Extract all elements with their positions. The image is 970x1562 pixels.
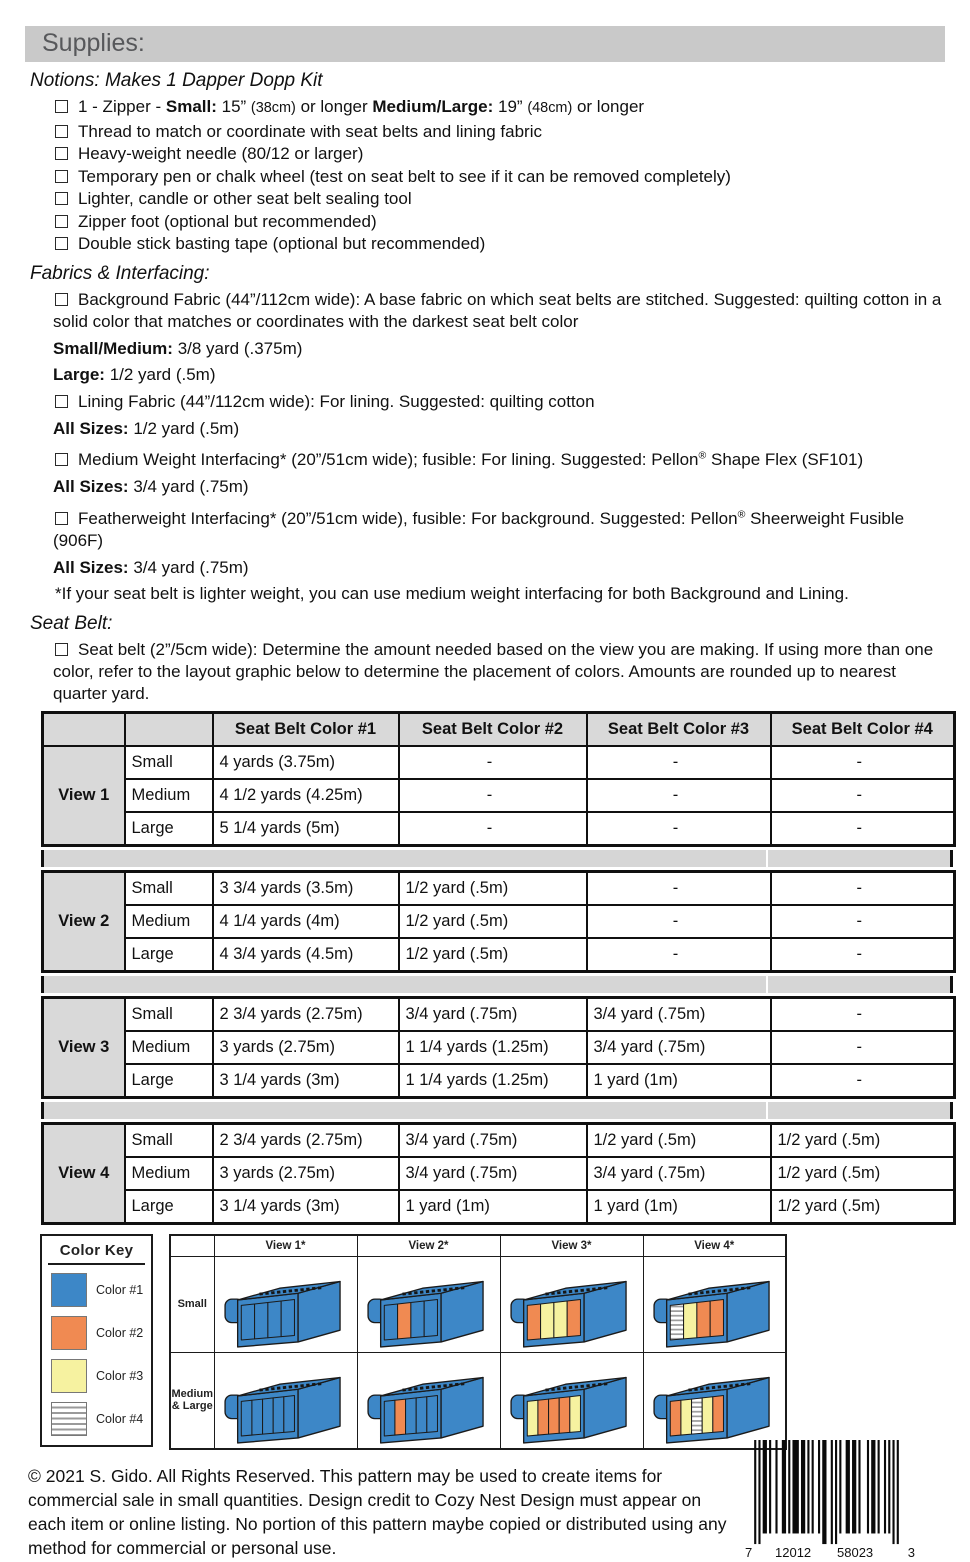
list-item — [53, 391, 945, 413]
checkbox-icon — [55, 237, 68, 250]
table-row: Large 3 1/4 yards (3m) 1 yard (1m) 1 yard (1m) 1/2 yard (.5m) — [43, 1190, 955, 1224]
list-item-text: 1 - Zipper - Small: 15” (38cm) or longer Medium/Large: 19” (48cm) or longer — [78, 97, 645, 116]
header-color3: Seat Belt Color #3 — [587, 712, 771, 746]
list-item-text: Medium Weight Interfacing* (20”/51cm wide); fusible: For lining. Suggested: Pellon® Shape Flex (SF101) — [78, 449, 864, 470]
footer — [28, 1464, 970, 1562]
layout-diagram-section — [40, 1234, 970, 1450]
list-item-text: Lining Fabric (44”/112cm wide): For lining. Suggested: quilting cotton — [78, 391, 595, 411]
color-key — [40, 1234, 153, 1447]
color1-swatch — [51, 1273, 87, 1307]
views-grid — [169, 1234, 787, 1450]
grid-header-view3: View 3* — [500, 1235, 643, 1257]
table-row: Large 3 1/4 yards (3m) 1 1/4 yards (1.25m) 1 yard (1m) - — [43, 1064, 955, 1098]
list-item-text: Seat belt (2”/5cm wide): Determine the amount needed based on the view you are making. If using more than one color, refer to the layout graphic below to determine the placement of colors. Amounts are rounded up to nearest quarter yard. — [53, 639, 934, 703]
list-item — [53, 211, 940, 233]
view-label: View 3 — [43, 997, 125, 1097]
view-label: View 2 — [43, 871, 125, 971]
table-row: Large 5 1/4 yards (5m) - - - — [43, 812, 955, 846]
list-item-text: Background Fabric (44”/112cm wide): A base fabric on which seat belts are stitched. Suggested: quilting cotton in a solid color that matches or coordinates with the darkest seat belt color — [53, 289, 942, 331]
grid-row-label-medium-large: Medium & Large — [170, 1352, 214, 1449]
list-item — [53, 233, 940, 255]
table-divider — [41, 1102, 953, 1119]
barcode-digit: 3 — [907, 1544, 915, 1560]
color-key-entry: Color #3 — [51, 1357, 151, 1395]
list-item — [53, 166, 940, 188]
list-item-text: Lighter, candle or other seat belt sealing tool — [78, 189, 412, 208]
bag-illustration-view3-small — [500, 1256, 643, 1352]
fabrics-heading: Fabrics & Interfacing: — [30, 262, 210, 284]
color-key-entry: Color #2 — [51, 1314, 151, 1352]
barcode-digit: 7 — [745, 1544, 753, 1560]
barcode — [745, 1440, 915, 1562]
list-item-text: Temporary pen or chalk wheel (test on seat belt to see if it can be removed completely) — [78, 166, 731, 186]
view1-table — [41, 711, 956, 847]
table-row: View 3 Small 2 3/4 yards (2.75m) 3/4 yard (.75m) 3/4 yard (.75m) - — [43, 997, 955, 1031]
list-item — [53, 188, 940, 210]
barcode-bars — [751, 1440, 909, 1546]
seatbelt-heading: Seat Belt: — [30, 612, 113, 634]
list-item — [53, 289, 945, 333]
bag-illustration-view1-ml — [214, 1352, 357, 1449]
grid-header-view4: View 4* — [643, 1235, 786, 1257]
page-title: Supplies: — [25, 26, 945, 62]
grid-row-label-small: Small — [170, 1256, 214, 1352]
list-item-text: Heavy-weight needle (80/12 or larger) — [78, 144, 364, 163]
copyright-text: © 2021 S. Gido. All Rights Reserved. This pattern may be used to create items for commercial sale in small quantities. Design credit to Cozy Nest Design must appear on each item or online listing. No portion of this pattern maybe copied or distributed using any method for commercial or personal use. — [28, 1465, 727, 1558]
checkbox-icon — [55, 643, 68, 656]
yardage-line: All Sizes: 1/2 yard (.5m) — [53, 418, 240, 438]
checkbox-icon — [55, 512, 68, 525]
bag-illustration-view2-ml — [357, 1352, 500, 1449]
table-row: View 4 Small 2 3/4 yards (2.75m) 3/4 yard (.75m) 1/2 yard (.5m) 1/2 yard (.5m) — [43, 1123, 955, 1157]
barcode-digits-group2: 58023 — [837, 1544, 874, 1560]
yardage-line: Large: 1/2 yard (.5m) — [53, 364, 216, 384]
view4-table — [41, 1122, 956, 1225]
bag-illustration-view3-ml — [500, 1352, 643, 1449]
list-item — [53, 639, 945, 705]
checkbox-icon — [55, 395, 68, 408]
table-row: View 1 Small 4 yards (3.75m) - - - — [43, 746, 955, 779]
pattern-page — [0, 26, 970, 1560]
color2-swatch — [51, 1316, 87, 1350]
checkbox-icon — [55, 215, 68, 228]
view2-table — [41, 870, 956, 973]
header-cell-blank — [125, 712, 213, 746]
grid-header-view2: View 2* — [357, 1235, 500, 1257]
checkbox-icon — [55, 293, 68, 306]
table-row: Medium 3 yards (2.75m) 3/4 yard (.75m) 3/4 yard (.75m) 1/2 yard (.5m) — [43, 1157, 955, 1190]
list-item — [53, 96, 940, 120]
table-row: Medium 3 yards (2.75m) 1 1/4 yards (1.25m) 3/4 yard (.75m) - — [43, 1031, 955, 1064]
color-key-entry: Color #1 — [51, 1271, 151, 1309]
bag-illustration-view4-ml — [643, 1352, 786, 1449]
header-color2: Seat Belt Color #2 — [399, 712, 587, 746]
list-item-text: Thread to match or coordinate with seat belts and lining fabric — [78, 121, 542, 141]
yardage-line: Small/Medium: 3/8 yard (.375m) — [53, 338, 303, 358]
grid-corner-blank — [170, 1235, 214, 1257]
table-row: Medium 4 1/2 yards (4.25m) - - - — [43, 779, 955, 812]
table-row: View 2 Small 3 3/4 yards (3.5m) 1/2 yard (.5m) - - — [43, 871, 955, 905]
list-item — [53, 143, 940, 165]
header-color4: Seat Belt Color #4 — [771, 712, 955, 746]
yardage-line: All Sizes: 3/4 yard (.75m) — [53, 557, 249, 577]
checkbox-icon — [55, 170, 68, 183]
view-label: View 1 — [43, 746, 125, 846]
color3-swatch — [51, 1359, 87, 1393]
checkbox-icon — [55, 125, 68, 138]
header-color1: Seat Belt Color #1 — [213, 712, 399, 746]
notions-heading: Notions: Makes 1 Dapper Dopp Kit — [30, 70, 323, 91]
checkbox-icon — [55, 453, 68, 466]
yardage-line: All Sizes: 3/4 yard (.75m) — [53, 477, 249, 497]
color4-swatch — [51, 1402, 87, 1436]
table-row: Large 4 3/4 yards (4.5m) 1/2 yard (.5m) - - — [43, 938, 955, 972]
table-divider — [41, 850, 953, 867]
list-item — [53, 503, 945, 552]
list-item-text: Featherweight Interfacing* (20”/51cm wide), fusible: For background. Suggested: Pellon® Sheerweight Fusible (906F) — [53, 508, 905, 550]
checkbox-icon — [55, 192, 68, 205]
list-item — [53, 121, 940, 143]
bag-illustration-view2-small — [357, 1256, 500, 1352]
barcode-digits-group1: 12012 — [775, 1544, 812, 1560]
header-cell-blank — [43, 712, 125, 746]
grid-header-view1: View 1* — [214, 1235, 357, 1257]
table-divider — [41, 976, 953, 993]
seat-belt-yardage-table — [41, 711, 953, 1225]
color-key-entry: Color #4 — [51, 1400, 151, 1438]
view-label: View 4 — [43, 1123, 125, 1223]
list-item-text: Zipper foot (optional but recommended) — [78, 211, 377, 231]
bag-illustration-view4-small — [643, 1256, 786, 1352]
table-row: Medium 4 1/4 yards (4m) 1/2 yard (.5m) - - — [43, 905, 955, 938]
list-item — [53, 445, 945, 472]
view3-table — [41, 996, 956, 1099]
list-item-text: Double stick basting tape (optional but recommended) — [78, 234, 486, 253]
checkbox-icon — [55, 147, 68, 160]
color-key-title: Color Key — [48, 1242, 145, 1265]
bag-illustration-view1-small — [214, 1256, 357, 1352]
checkbox-icon — [55, 100, 68, 113]
interfacing-footnote: *If your seat belt is lighter weight, you can use medium weight interfacing for both Background and Lining. — [55, 583, 849, 603]
